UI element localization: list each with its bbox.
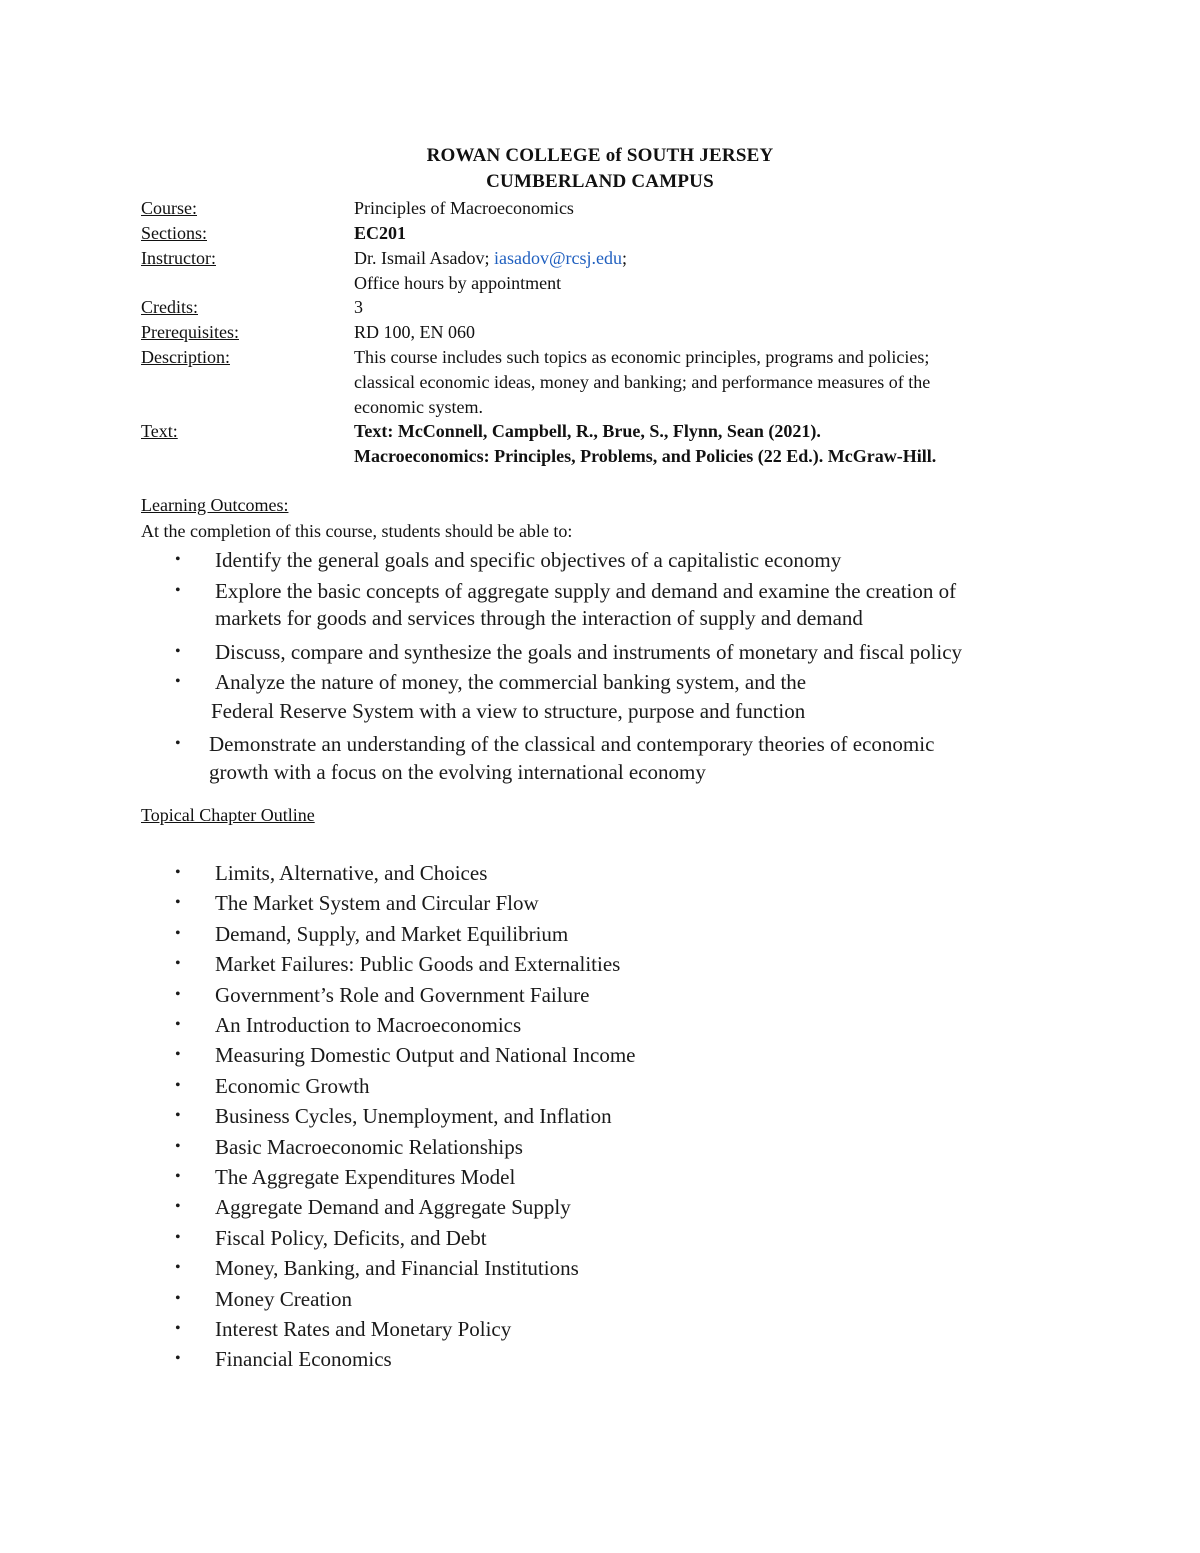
- bullet-icon: •: [175, 1107, 181, 1125]
- sections-label: Sections:: [141, 223, 207, 243]
- office-hours: Office hours by appointment: [354, 273, 562, 293]
- learning-outcome-text: Identify the general goals and specific objectives of a capitalistic economy: [215, 548, 842, 572]
- bullet-icon: •: [175, 643, 181, 660]
- bullet-icon: •: [175, 1320, 181, 1337]
- instructor-separator: ;: [622, 248, 628, 268]
- learning-outcome-text: markets for goods and services through the interaction of supply and demand: [215, 606, 863, 630]
- bullet-icon: •: [175, 924, 181, 942]
- bullet-icon: •: [175, 673, 181, 690]
- prereq-label: Prerequisites:: [141, 322, 239, 342]
- chapter-outline-text: Aggregate Demand and Aggregate Supply: [215, 1195, 571, 1220]
- learning-outcome-text: Analyze the nature of money, the commercial banking system, and the: [215, 670, 807, 694]
- chapter-outline-text: Business Cycles, Unemployment, and Inflation: [215, 1104, 612, 1129]
- chapter-outline-text: Government’s Role and Government Failure: [215, 982, 590, 1007]
- campus-name: CUMBERLAND CAMPUS: [486, 171, 714, 192]
- learning-outcome-text: growth with a focus on the evolving international economy: [209, 760, 706, 784]
- description-label: Description:: [141, 347, 230, 367]
- chapter-outline-text: The Aggregate Expenditures Model: [215, 1165, 516, 1189]
- chapter-outline-text: Interest Rates and Monetary Policy: [215, 1317, 512, 1341]
- description-line-3: economic system.: [354, 397, 483, 417]
- learning-outcomes-intro: At the completion of this course, students should be able to:: [141, 521, 573, 541]
- bullet-icon: •: [175, 864, 181, 881]
- learning-outcome-text: Discuss, compare and synthesize the goals and instruments of monetary and fiscal policy: [215, 640, 963, 664]
- chapter-outline-text: The Market System and Circular Flow: [215, 891, 539, 916]
- course-value: Principles of Macroeconomics: [354, 198, 574, 218]
- bullet-icon: •: [175, 735, 181, 752]
- bullet-icon: •: [175, 1076, 181, 1094]
- bullet-icon: •: [175, 582, 181, 599]
- text-line-2: Macroeconomics: Principles, Problems, and Policies (22 Ed.). McGraw-Hill.: [354, 446, 937, 466]
- credits-value: 3: [354, 297, 363, 317]
- chapter-outline-text: Market Failures: Public Goods and Externalities: [215, 952, 621, 977]
- text-line-1: Text: McConnell, Campbell, R., Brue, S., Flynn, Sean (2021).: [354, 421, 821, 441]
- learning-outcomes-title: Learning Outcomes:: [141, 495, 289, 515]
- credits-label: Credits:: [141, 297, 198, 317]
- learning-outcome-text: Federal Reserve System with a view to structure, purpose and function: [211, 699, 806, 723]
- learning-outcome-text: Explore the basic concepts of aggregate supply and demand and examine the creation of: [215, 579, 957, 603]
- bullet-icon: •: [175, 1168, 181, 1185]
- bullet-icon: •: [175, 985, 181, 1003]
- chapter-outline-text: Money, Banking, and Financial Institutions: [215, 1256, 579, 1281]
- bullet-icon: •: [175, 1350, 181, 1368]
- chapter-outline-text: Basic Macroeconomic Relationships: [215, 1134, 523, 1159]
- chapter-outline-text: Limits, Alternative, and Choices: [215, 861, 488, 885]
- bullet-icon: •: [175, 1046, 181, 1064]
- bullet-icon: •: [175, 894, 181, 912]
- instructor-name: Dr. Ismail Asadov;: [354, 248, 494, 268]
- bullet-icon: •: [175, 1259, 181, 1277]
- bullet-icon: •: [175, 955, 181, 973]
- chapter-outline-text: Financial Economics: [215, 1347, 392, 1372]
- college-name: ROWAN COLLEGE of SOUTH JERSEY: [426, 145, 774, 166]
- learning-outcome-text: Demonstrate an understanding of the classical and contemporary theories of economic: [209, 732, 935, 756]
- chapter-outline-title: Topical Chapter Outline: [141, 805, 315, 825]
- chapter-outline-text: Money Creation: [215, 1286, 353, 1311]
- course-label: Course:: [141, 198, 197, 218]
- bullet-icon: •: [175, 1289, 181, 1307]
- instructor-label: Instructor:: [141, 248, 216, 268]
- sections-value: EC201: [354, 223, 407, 243]
- bullet-icon: •: [175, 1228, 181, 1246]
- chapter-outline-text: Measuring Domestic Output and National Income: [215, 1043, 636, 1068]
- chapter-outline-text: Fiscal Policy, Deficits, and Debt: [215, 1225, 487, 1250]
- instructor-email-link[interactable]: iasadov@rcsj.edu: [494, 248, 623, 268]
- description-line-1: This course includes such topics as economic principles, programs and policies;: [354, 347, 930, 367]
- instructor-value: [354, 246, 1094, 271]
- bullet-icon: •: [175, 1198, 181, 1216]
- description-line-2: classical economic ideas, money and banking; and performance measures of the: [354, 372, 931, 392]
- bullet-icon: •: [175, 1137, 181, 1155]
- chapter-outline-text: Economic Growth: [215, 1073, 370, 1098]
- chapter-outline-text: An Introduction to Macroeconomics: [215, 1013, 522, 1037]
- bullet-icon: •: [175, 1016, 181, 1033]
- chapter-outline-text: Demand, Supply, and Market Equilibrium: [215, 921, 569, 946]
- bullet-icon: •: [175, 551, 181, 568]
- prereq-value: RD 100, EN 060: [354, 322, 475, 342]
- text-label: Text:: [141, 421, 178, 441]
